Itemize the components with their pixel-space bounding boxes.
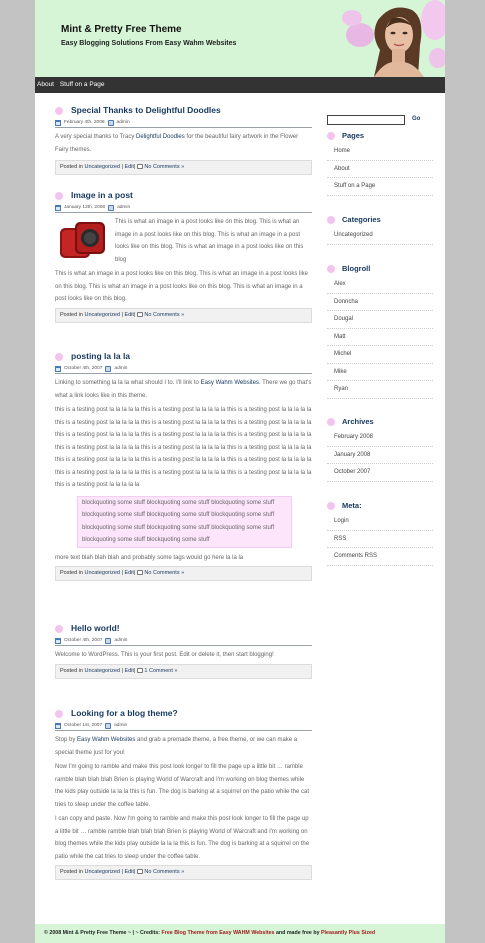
post-author: admin [117,205,131,210]
post-footer: Posted in Uncategorized | Edit| No Comments » [55,160,312,175]
calendar-icon [55,205,61,211]
post-text: . There we go that's what a link looks like in this theme. [55,380,312,399]
red-dishes-image [57,218,109,262]
post-meta [55,118,312,128]
header-portrait-image [340,0,445,77]
post-title[interactable]: Looking for a blog theme? [71,708,178,718]
archive-link[interactable]: January 2008 [327,447,433,465]
site-title[interactable]: Mint & Pretty Free Theme [61,24,182,35]
post-title[interactable]: Image in a post [71,190,133,200]
sidebar-heading-label: Categories [342,215,381,224]
easy-wahm-websites-link[interactable]: Easy Wahm Websites [77,737,136,743]
post-text: This is what an image in a post looks like on this blog. This is what an image in a post looks like on this blog. This is what an image in a post looks like on this blog. This is what an image in a post looks like on this blog [115,219,304,263]
meta-rss-link[interactable]: RSS [327,531,433,549]
post-text: and grab a premade theme, a free theme, or we can make a special theme just for you! [55,737,298,756]
post-author: admin [114,366,128,371]
blockquote: blockquoting some stuff blockquoting some stuff blockquoting some stuff blockquoting some stuff blockquoting some stuff blockquoting some stuff blockquoting some stuff blockquoting some stuff blockquoting some stuff blockquoting some stuff blockquoting some stuff [77,496,292,548]
archive-link[interactable]: February 2008 [327,429,433,447]
category-link[interactable]: Uncategorized [84,667,120,674]
footer-copyright: © 2008 Mint & Pretty Free Theme ~ | ~ Credits: [44,930,162,936]
author-icon [105,638,111,644]
blogroll-link[interactable]: Donncha [327,294,433,312]
nav-about[interactable]: About [37,81,54,88]
category-link[interactable]: Uncategorized [84,164,120,170]
post-header [55,622,312,636]
footer-text: and made free by [274,930,321,936]
post-body [55,731,312,863]
comment-icon [137,164,143,169]
edit-link[interactable]: Edit [124,570,134,576]
post-text: This is what an image in a post looks like on this blog. This is what an image in a post looks like on this blog. This is what an image in a post looks like on this blog. This is what an image in a post looks like on this blog. [55,271,309,302]
sidebar-heading [327,129,433,143]
post-text: Stop by [55,737,78,743]
blogroll-link[interactable]: Matt [327,329,433,347]
post-date: October 4th, 2007 [64,638,103,643]
pink-bullet-icon [55,710,63,718]
post-header [55,189,312,203]
sidebar-heading-label: Pages [342,131,365,140]
post-meta [55,203,312,213]
search-input[interactable] [327,115,405,125]
post-header [55,707,312,721]
nav-stuff-on-a-page[interactable]: Stuff on a Page [59,81,105,88]
post-body [55,374,312,564]
post-meta [55,636,312,646]
pink-bullet-icon [327,216,335,224]
sidebar-heading [327,499,433,513]
blogroll-link[interactable]: Michel [327,346,433,364]
post-body [55,213,312,306]
site-header [35,0,445,77]
comments-link[interactable]: 1 Comment » [144,667,178,674]
post-body [55,646,312,662]
footer-credit-link[interactable]: Free Blog Theme from Easy WAHM Websites [161,930,275,936]
blogroll-link[interactable]: Alex [327,276,433,294]
sidebar-section-archives [327,415,433,482]
blogroll-link[interactable]: Dougal [327,311,433,329]
post-author: admin [114,723,128,728]
sidebar-section-categories [327,213,433,245]
calendar-icon [55,366,61,372]
edit-link[interactable]: Edit [124,869,134,875]
sidebar-section-pages [327,129,433,196]
easy-wahm-websites-link[interactable]: Easy Wahm Websites [200,380,259,386]
calendar-icon [55,120,61,126]
pink-bullet-icon [55,107,63,115]
comment-icon [137,869,143,874]
blogroll-link[interactable]: Mike [327,364,433,382]
pink-bullet-icon [55,625,63,633]
category-link[interactable]: Uncategorized [84,570,120,576]
blogroll-link[interactable]: Ryan [327,381,433,399]
comments-link[interactable]: No Comments » [144,570,185,576]
post-date: January 12th, 2008 [64,205,106,210]
sidebar-heading-label: Blogroll [342,264,371,273]
sidebar-heading-label: Archives [342,417,374,426]
post [55,707,312,880]
sidebar-heading-label: Meta: [342,501,362,510]
post-header [55,104,312,118]
category-link[interactable]: Uncategorized [84,311,120,318]
post-text: for the beautiful fairy artwork in the Flower Fairy themes. [55,134,299,153]
comments-link[interactable]: No Comments » [144,311,185,318]
archive-link[interactable]: October 2007 [327,464,433,482]
edit-link[interactable]: Edit [124,667,134,674]
comment-icon [137,570,143,575]
site-description: Easy Blogging Solutions From Easy Wahm Websites [61,40,237,47]
post-footer: Posted in Uncategorized | Edit| No Comments » [55,865,312,880]
sidebar-item-stuff-on-a-page[interactable]: Stuff on a Page [327,178,433,196]
sidebar-heading [327,262,433,276]
post-footer: Posted in Uncategorized | Edit| 1 Comment » [55,664,312,679]
post-text: Welcome to WordPress. This is your first post. Edit or delete it, then start blogging! [55,652,274,658]
comments-link[interactable]: No Comments » [144,164,185,170]
comment-icon [137,668,143,673]
meta-login-link[interactable]: Login [327,513,433,531]
post-author: admin [116,120,130,125]
post-meta [55,721,312,731]
comments-link[interactable]: No Comments » [144,869,185,875]
sidebar-item-uncategorized[interactable]: Uncategorized [327,227,433,245]
sidebar-item-about[interactable]: About [327,161,433,179]
post-header [55,350,312,364]
post-title[interactable]: posting la la la [71,351,131,361]
page-wrapper [35,0,445,943]
post [55,189,312,323]
author-icon [108,205,114,211]
posted-in-label: Posted in [60,311,83,318]
post-footer: Posted in Uncategorized | Edit| No Comments » [55,566,312,581]
post-footer: Posted in Uncategorized | Edit| No Comments » [55,308,312,323]
post-text: this is a testing post la la la la la this is a testing post la la la la la this is a testing post la la la la la this is a testing post la la la la la this is a testing post la la la la la this is a testing post la la la la la this is a testing post la la la la la this is a testing post la la la la la this is a testing post la la la la la this is a testing post la la la la la this is a testing post la la la la la this is a testing post la la la la la this is a testing post la la la la la this is a testing post la la la la la this is a testing post la la la la la this is a testing post la la la la la this is a testing post la la la la la this is a testing post la la la la la this is a testing post la la la la la [55,407,312,488]
pink-bullet-icon [327,502,335,510]
post [55,622,312,679]
top-navigation [35,77,445,93]
category-link[interactable]: Uncategorized [84,869,120,875]
post-body [55,128,312,156]
post-text: Now I'm going to ramble and make this post look longer to fill the page up a little bit … ramble ramble blah blah blah Brien is playing World of Warcraft and I'm working on blog themes while the kids play outside la la la this is fun. The dog is barking at a squirrel on the patio while the cat tries to sleep under the coffee table. [55,764,310,808]
meta-comments-rss-link[interactable]: Comments RSS [327,548,433,566]
post-title[interactable]: Special Thanks to Delightful Doodles [71,105,221,115]
author-icon [105,366,111,372]
post-date: October 4th, 2007 [64,366,103,371]
pink-bullet-icon [327,132,335,140]
pink-bullet-icon [55,192,63,200]
sidebar-section-blogroll [327,262,433,399]
author-icon [108,120,114,126]
post-text: I can copy and paste. Now I'm going to ramble and make this post look longer to fill the page up a little bit … ramble ramble blah blah blah Brien is playing World of Warcraft and I'm working on blog themes while the kids play outside la la la this is fun. The dog is barking at a squirrel on the patio while the cat tries to sleep under the coffee table. [55,816,310,860]
search-go-button[interactable]: Go [412,116,421,122]
post-meta [55,364,312,374]
posted-in-label: Posted in [60,570,83,576]
calendar-icon [55,723,61,729]
site-footer [35,924,445,943]
posted-in-label: Posted in [60,869,83,875]
sidebar-item-home[interactable]: Home [327,143,433,161]
post-text: Linking to something la la la what should I to. I'll link to [55,380,201,386]
posted-in-label: Posted in [60,667,83,674]
calendar-icon [55,638,61,644]
sidebar-heading [327,415,433,429]
post [55,350,312,581]
posted-in-label: Posted in [60,164,83,170]
comment-icon [137,312,143,317]
author-icon [105,723,111,729]
delightful-doodles-link[interactable]: Delightful Doodles [136,134,185,140]
pink-bullet-icon [327,265,335,273]
sidebar-heading [327,213,433,227]
post-date: October 1st, 2007 [64,723,103,728]
post-date: February 4th, 2008 [64,120,105,125]
post-title[interactable]: Hello world! [71,623,120,633]
post-text: more text blah blah blah and probably some tags would go here la la la [55,554,244,561]
post [55,104,312,175]
edit-link[interactable]: Edit [124,311,134,318]
edit-link[interactable]: Edit [124,164,134,170]
pink-bullet-icon [327,418,335,426]
post-text: A very special thanks to Tracy [55,134,137,140]
footer-pps-link[interactable]: Pleasantly Plus Sized [321,930,376,936]
sidebar-section-meta [327,499,433,566]
post-author: admin [114,638,128,643]
pink-bullet-icon [55,353,63,361]
